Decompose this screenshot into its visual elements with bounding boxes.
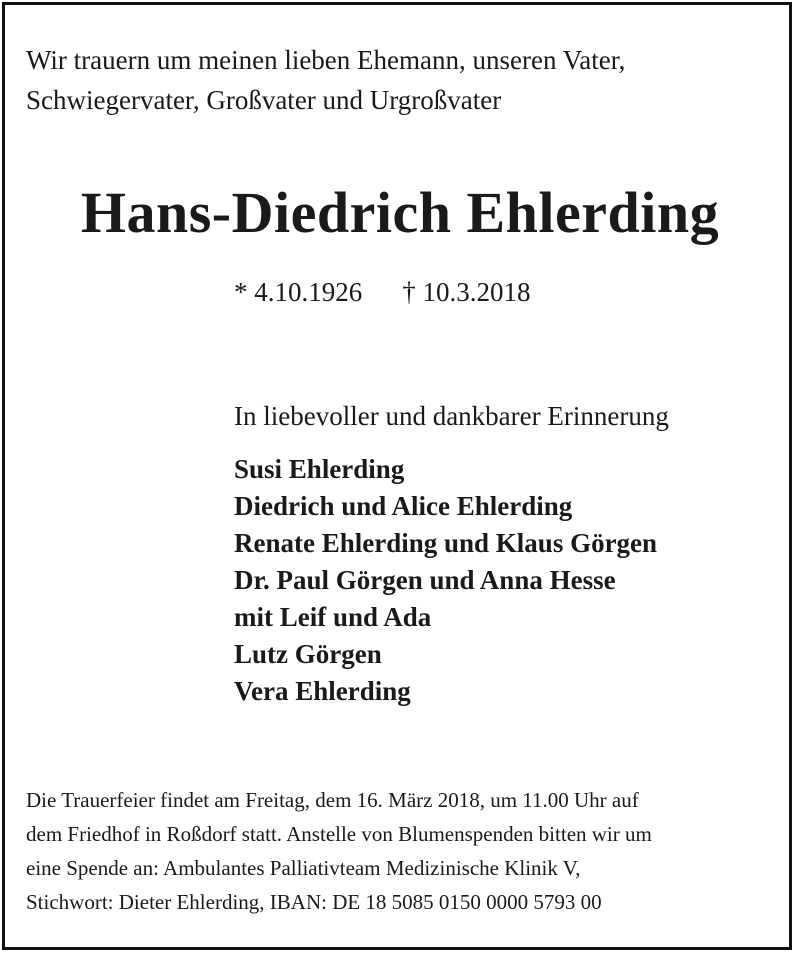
- notice-line: Die Trauerfeier findet am Freitag, dem 16. März 2018, um 11.00 Uhr auf: [26, 788, 639, 812]
- notice-line: eine Spende an: Ambulantes Palliativteam Medizinische Klinik V,: [26, 856, 581, 880]
- intro-line: Schwiegervater, Großvater und Urgroßvater: [26, 85, 502, 115]
- funeral-notice: [26, 783, 776, 919]
- notice-line: Stichwort: Dieter Ehlerding, IBAN: DE 18 5085 0150 0000 5793 00: [26, 890, 602, 914]
- intro-line: Wir trauern um meinen lieben Ehemann, unseren Vater,: [26, 45, 626, 75]
- intro-text: [26, 40, 766, 120]
- mourner-name: mit Leif und Ada: [234, 602, 432, 632]
- mourner-name: Renate Ehlerding und Klaus Görgen: [234, 528, 658, 558]
- mourner-name: Vera Ehlerding: [234, 676, 411, 706]
- mourner-name: Susi Ehlerding: [234, 454, 405, 484]
- remembrance-line: In liebevoller und dankbarer Erinnerung: [234, 401, 669, 431]
- mourner-name: Dr. Paul Görgen und Anna Hesse: [234, 565, 616, 595]
- mourner-name: Lutz Görgen: [234, 639, 382, 669]
- life-dates: [234, 274, 531, 310]
- notice-line: dem Friedhof in Roßdorf statt. Anstelle von Blumenspenden bitten wir um: [26, 822, 652, 846]
- mourners-list: [234, 451, 657, 710]
- death-date: † 10.3.2018: [402, 277, 531, 307]
- deceased-name: Hans-Diedrich Ehlerding: [80, 180, 720, 245]
- mourner-name: Diedrich und Alice Ehlerding: [234, 491, 573, 521]
- birth-date: * 4.10.1926: [234, 277, 363, 307]
